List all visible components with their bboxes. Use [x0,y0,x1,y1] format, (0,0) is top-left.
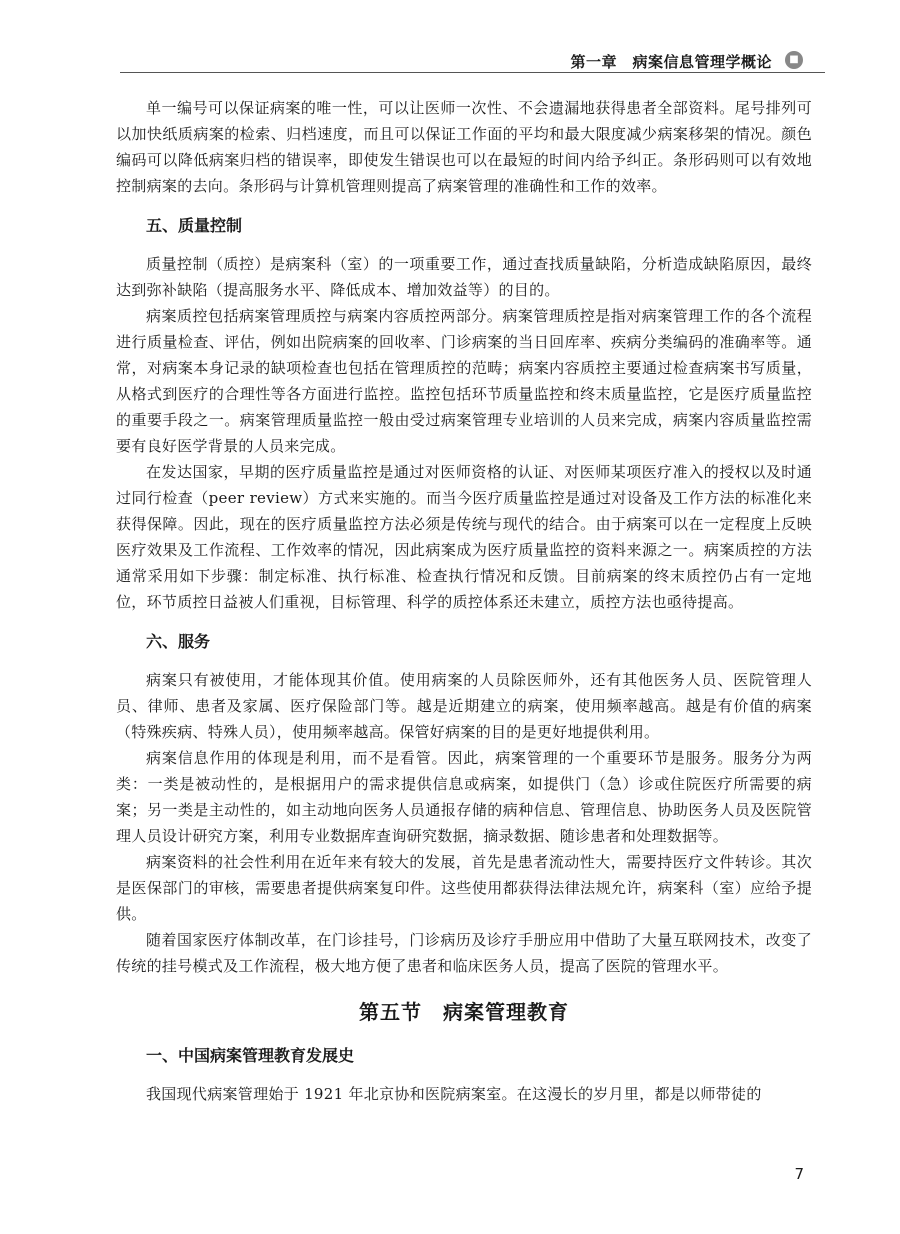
section-title-education: 第五节 病案管理教育 [359,1000,569,1024]
paragraph-service-usage: 病案只有被使用，才能体现其价值。使用病案的人员除医师外，还有其他医务人员、医院管理人员、律师、患者及家属、医疗保险部门等。越是近期建立的病案，使用频率越高。越是有价值的病案（特殊疾病、特殊人员），使用频率越高。保管好病案的目的是更好地提供利用。 [116,671,812,741]
heading-education-history: 一、中国病案管理教育发展史 [146,1046,355,1065]
chapter-marker-icon: ■ [785,51,803,69]
paragraph-quality-control-history: 在发达国家，早期的医疗质量监控是通过对医师资格的认证、对医师某项医疗准入的授权以及时通过同行检查（peer review）方式来实施的。而当今医疗质量监控是通过对设备及工作方法的标准化来获得保障。因此，现在的医疗质量监控方法必须是传统与现代的结合。由于病案可以在一定程度上反映医疗效果及工作流程、工作效率的情况，因此病案成为医疗质量监控的资料来源之一。病案质控的方法通常采用如下步骤：制定标准、执行标准、检查执行情况和反馈。目前病案的终末质控仍占有一定地位，环节质控日益被人们重视，目标管理、科学的质控体系还未建立，质控方法也亟待提高。 [116,463,812,611]
paragraph-quality-control-definition: 质量控制（质控）是病案科（室）的一项重要工作，通过查找质量缺陷，分析造成缺陷原因，最终达到弥补缺陷（提高服务水平、降低成本、增加效益等）的目的。 [116,255,812,299]
page-body [116,95,812,1107]
chapter-title: 第一章 病案信息管理学概论 [570,53,772,71]
page-number: 7 [794,1165,804,1183]
paragraph-service-social-use: 病案资料的社会性利用在近年来有较大的发展，首先是患者流动性大，需要持医疗文件转诊。其次是医保部门的审核，需要患者提供病案复印件。这些使用都获得法律法规允许，病案科（室）应给予提供。 [116,853,812,923]
heading-quality-control: 五、质量控制 [146,216,243,235]
header-divider [120,72,825,73]
paragraph-quality-control-scope: 病案质控包括病案管理质控与病案内容质控两部分。病案管理质控是指对病案管理工作的各个流程进行质量检查、评估，例如出院病案的回收率、门诊病案的当日回库率、疾病分类编码的准确率等。通常，对病案本身记录的缺项检查也包括在管理质控的范畴；病案内容质控主要通过检查病案书写质量，从格式到医疗的合理性等各方面进行监控。监控包括环节质量监控和终末质量监控，它是医疗质量监控的重要手段之一。病案管理质量监控一般由受过病案管理专业培训的人员来完成，病案内容质量监控需要有良好医学背景的人员来完成。 [116,307,812,455]
paragraph-education-history: 我国现代病案管理始于 1921 年北京协和医院病案室。在这漫长的岁月里，都是以师带徒的 [146,1085,762,1103]
heading-service: 六、服务 [146,632,211,651]
paragraph-numbering-summary: 单一编号可以保证病案的唯一性，可以让医师一次性、不会遗漏地获得患者全部资料。尾号排列可以加快纸质病案的检索、归档速度，而且可以保证工作面的平均和最大限度减少病案移架的情况。颜色编码可以降低病案归档的错误率，即使发生错误也可以在最短的时间内给予纠正。条形码则可以有效地控制病案的去向。条形码与计算机管理则提高了病案管理的准确性和工作的效率。 [116,99,812,195]
paragraph-service-types: 病案信息作用的体现是利用，而不是看管。因此，病案管理的一个重要环节是服务。服务分为两类：一类是被动性的，是根据用户的需求提供信息或病案，如提供门（急）诊或住院医疗所需要的病案；另一类是主动性的，如主动地向医务人员通报存储的病种信息、管理信息、协助医务人员及医院管理人员设计研究方案，利用专业数据库查询研究数据，摘录数据、随诊患者和处理数据等。 [116,749,812,845]
page-header [0,0,900,75]
paragraph-service-reform: 随着国家医疗体制改革，在门诊挂号，门诊病历及诊疗手册应用中借助了大量互联网技术，改变了传统的挂号模式及工作流程，极大地方便了患者和临床医务人员，提高了医院的管理水平。 [116,931,812,975]
